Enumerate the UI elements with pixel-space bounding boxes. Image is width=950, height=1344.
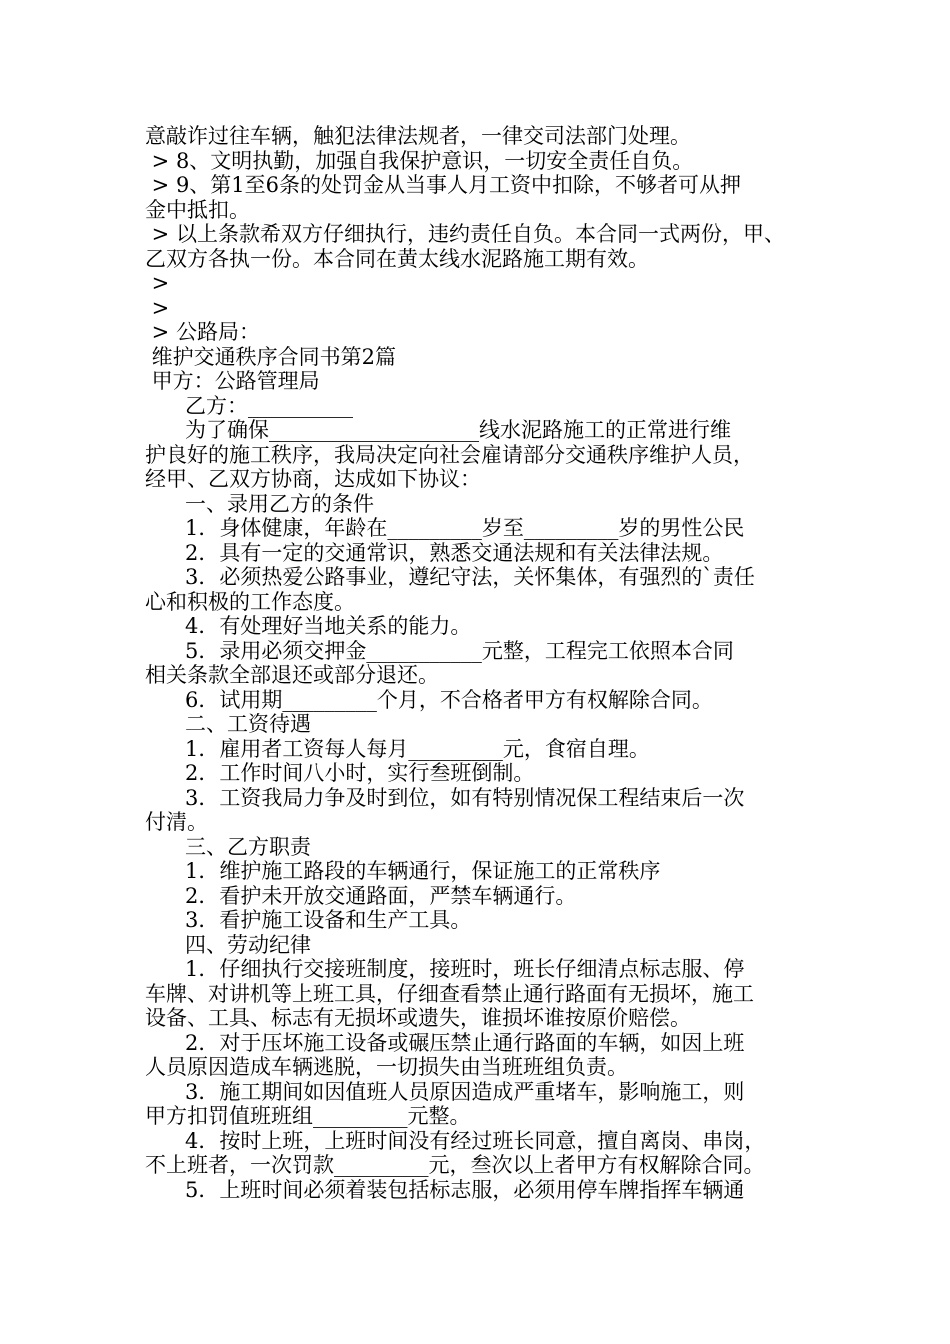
text-line: 心和积极的工作态度。 [145,589,355,614]
text-line: 不上班者，一次罚款_________元，叁次以上者甲方有权解除合同。 [145,1153,765,1177]
text-line: 5．上班时间必须着装包括标志服，必须用停车牌指挥车辆通 [145,1177,745,1202]
text-line: 三、乙方职责 [145,834,312,859]
text-line: 为了确保____________________线水泥路施工的正常进行维 [145,418,732,442]
text-line: 车牌、对讲机等上班工具，仔细查看禁止通行路面有无损坏，施工 [145,981,754,1006]
text-line: 5．录用必须交押金___________元整，工程完工依照本合同 [145,638,734,663]
text-line: 经甲、乙双方协商，达成如下协议： [145,467,481,491]
text-line: 二、工资待遇 [145,712,312,736]
text-line: 1．维护施工路段的车辆通行，保证施工的正常秩序 [145,859,661,883]
text-line: > 公路局： [145,320,260,344]
text-line: 1．身体健康，年龄在_________岁至_________岁的男性公民 [145,516,745,540]
text-line: > [145,271,170,295]
text-line: 一、录用乙方的条件 [145,491,375,516]
text-line: 付清。 [145,810,208,834]
text-line: 乙方：__________ [145,393,354,418]
text-line: > 9、第1至6条的处罚金从当事人月工资中扣除，不够者可从押 [145,173,742,197]
text-line: 2．对于压坏施工设备或碾压禁止通行路面的车辆，如因上班 [145,1030,745,1055]
text-line: 3．施工期间如因值班人员原因造成严重堵车，影响施工，则 [145,1079,745,1104]
text-line: > [145,295,170,320]
text-line: 四、劳动纪律 [145,932,312,957]
text-line: 4．按时上班，上班时间没有经过班长同意，擅自离岗、串岗， [145,1128,766,1153]
text-line: 甲方：公路管理局 [145,369,320,393]
text-line: 维护交通秩序合同书第2篇 [145,344,397,369]
text-line: 3．必须热爱公路事业，遵纪守法，关怀集体，有强烈的`责任 [145,565,755,589]
text-line: 3．看护施工设备和生产工具。 [145,908,472,932]
document-body [145,124,815,1202]
text-line: 意敲诈过往车辆，触犯法律法规者，一律交司法部门处理。 [145,124,691,148]
text-line: 人员原因造成车辆逃脱，一切损失由当班班组负责。 [145,1055,628,1079]
text-line: 设备、工具、标志有无损坏或遗失，谁损坏谁按原价赔偿。 [145,1006,691,1030]
text-line: > 8、文明执勤，加强自我保护意识，一切安全责任自负。 [145,148,694,173]
text-line: > 以上条款希双方仔细执行，违约责任自负。本合同一式两份，甲、 [145,222,785,246]
text-line: 1．雇用者工资每人每月_________元，食宿自理。 [145,736,650,761]
text-line: 乙双方各执一份。本合同在黄太线水泥路施工期有效。 [145,246,649,271]
text-line: 护良好的施工秩序，我局决定向社会雇请部分交通秩序维护人员， [145,442,754,467]
text-line: 2．工作时间八小时，实行叁班倒制。 [145,761,535,785]
text-line: 2．看护未开放交通路面，严禁车辆通行。 [145,883,577,908]
text-line: 2．具有一定的交通常识，熟悉交通法规和有关法律法规。 [145,540,724,565]
text-line: 3．工资我局力争及时到位，如有特别情况保工程结束后一次 [145,785,745,810]
text-line: 6．试用期_________个月，不合格者甲方有权解除合同。 [145,687,713,712]
text-line: 相关条款全部退还或部分退还。 [145,663,439,687]
text-line: 1．仔细执行交接班制度，接班时，班长仔细清点标志服、停 [145,957,745,981]
text-line: 甲方扣罚值班班组_________元整。 [145,1104,471,1128]
text-line: 4．有处理好当地关系的能力。 [145,614,472,638]
text-line: 金中抵扣。 [145,197,250,222]
